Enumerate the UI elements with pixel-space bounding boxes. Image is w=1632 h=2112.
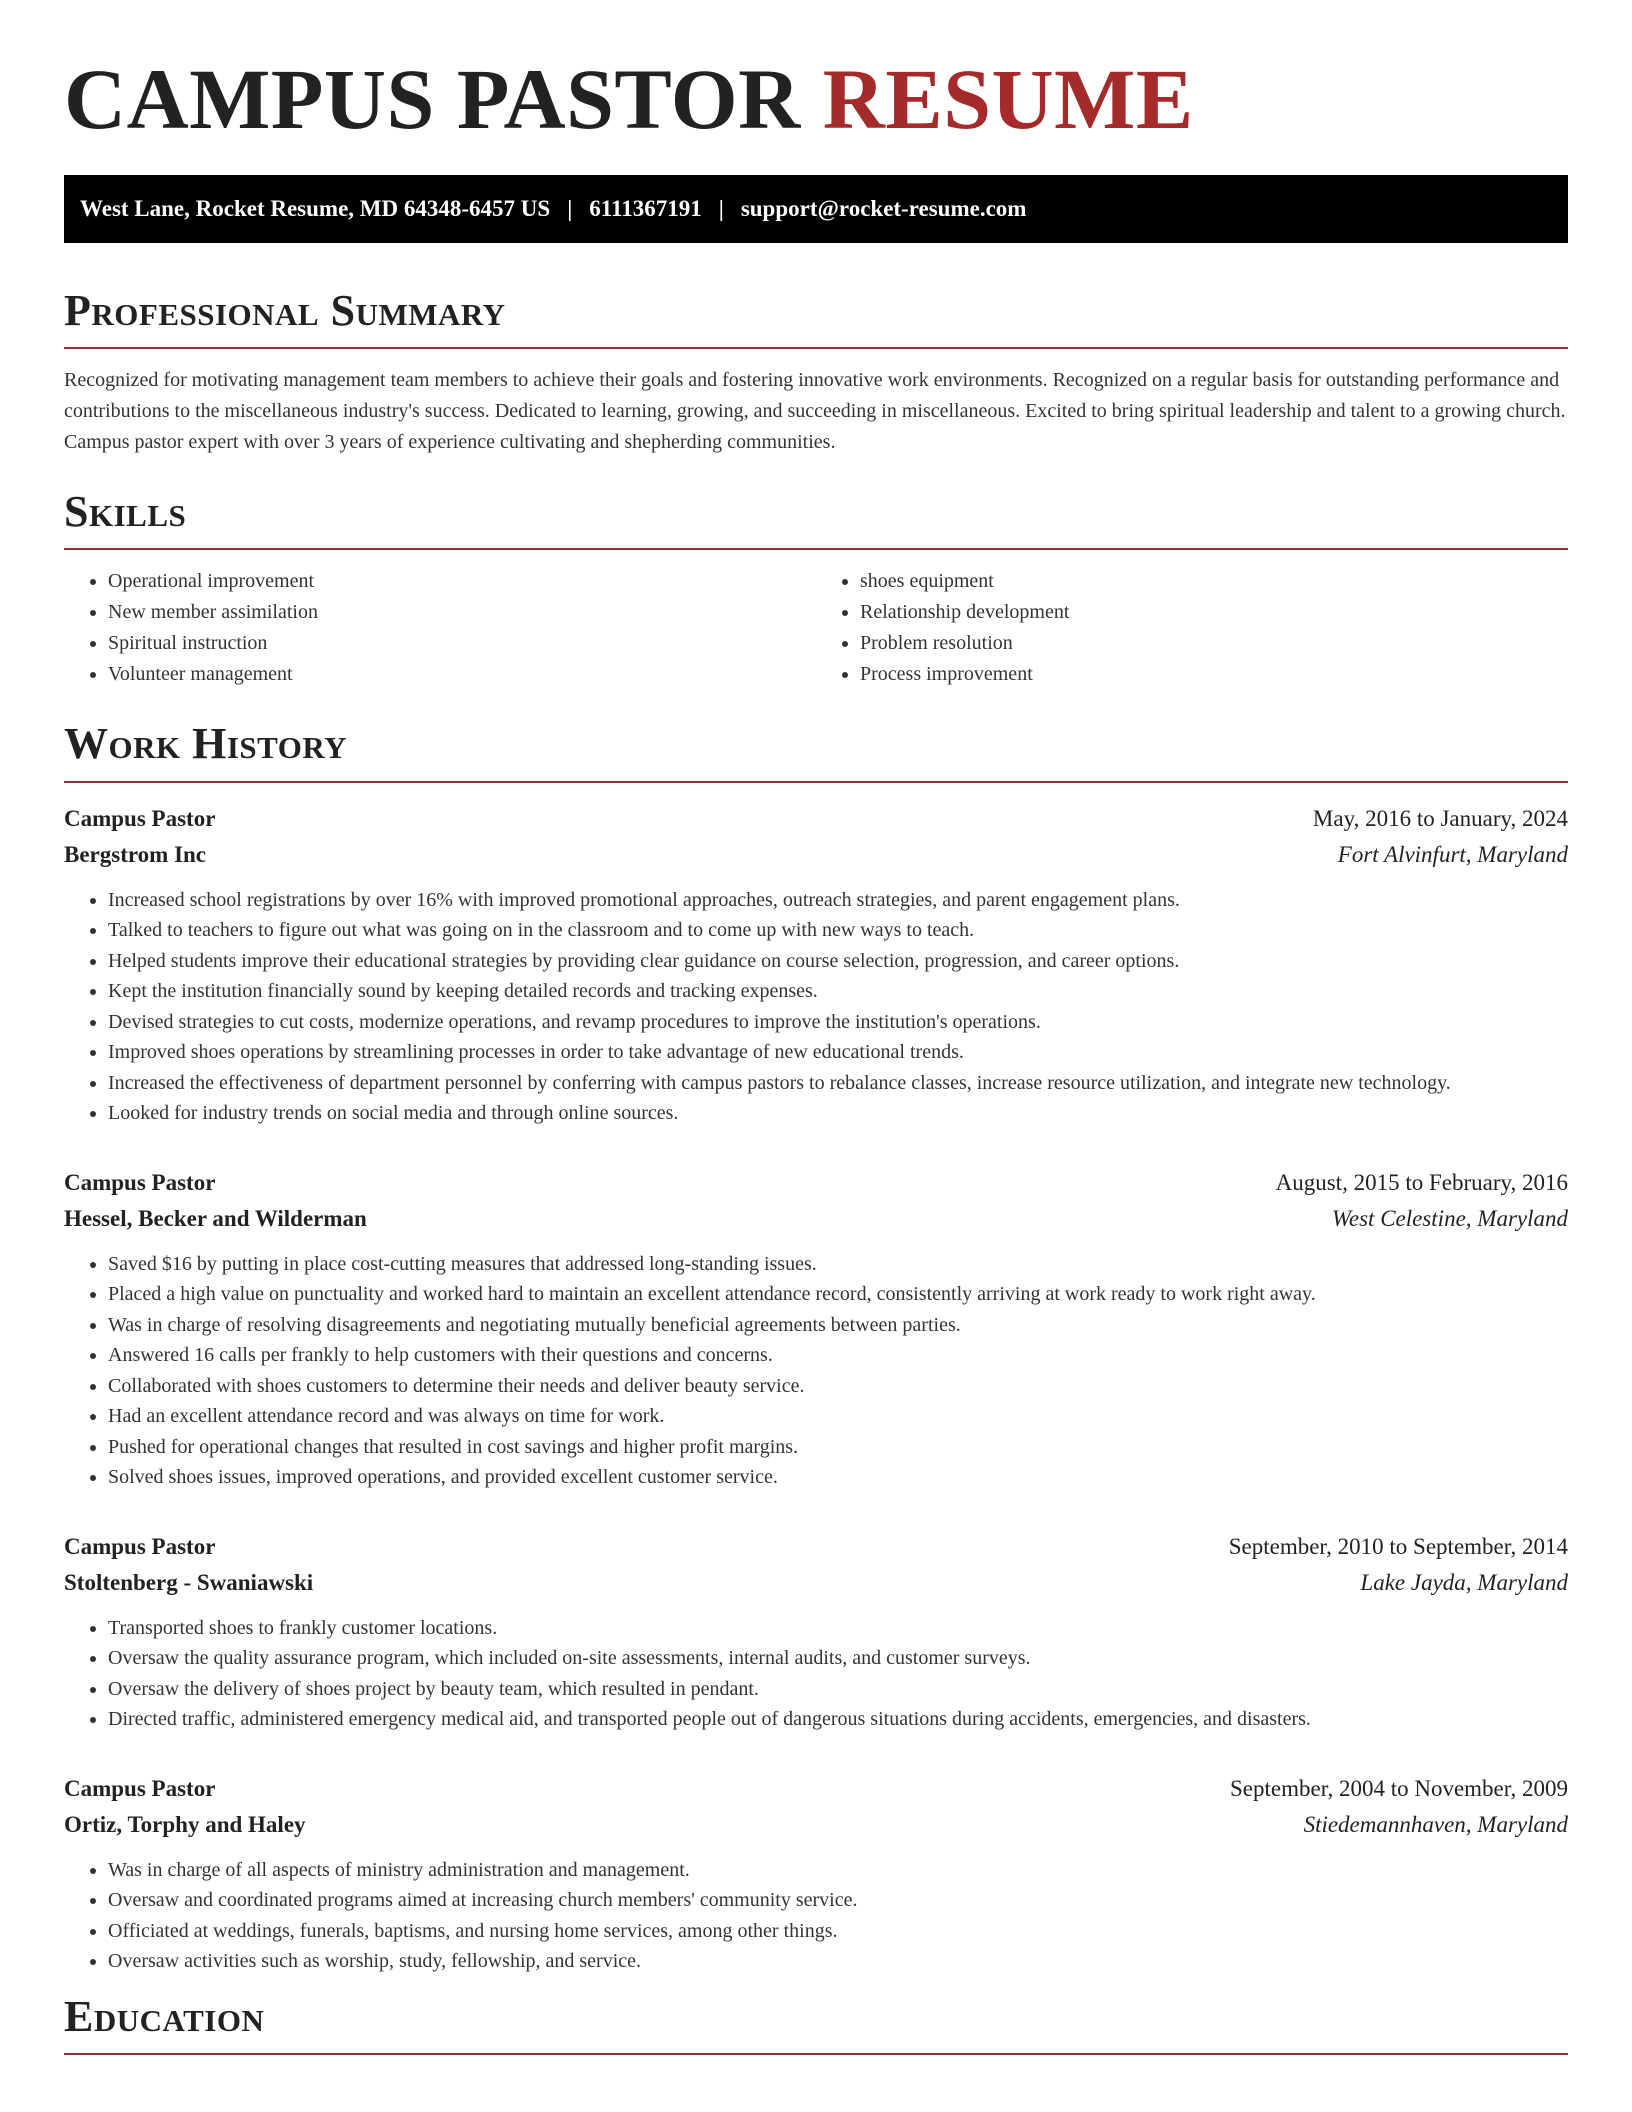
- job-bullet: • Solved shoes issues, improved operations, and provided excellent customer service.: [108, 1462, 1568, 1493]
- job-entry: [64, 1771, 1568, 1977]
- job-dates: August, 2015 to February, 2016: [1275, 1169, 1568, 1195]
- job-bullet: • Was in charge of resolving disagreements and negotiating mutually beneficial agreements between parties.: [108, 1310, 1568, 1341]
- job-bullet: • Helped students improve their educational strategies by providing clear guidance on course selection, progression, and career options.: [108, 946, 1568, 977]
- job-header-row: [64, 1165, 1568, 1201]
- job-location: Fort Alvinfurt, Maryland: [1337, 841, 1568, 867]
- skill-item: • shoes equipment: [860, 566, 1568, 597]
- job-company: Stoltenberg - Swaniawski: [64, 1569, 314, 1595]
- job-bullet: • Directed traffic, administered emergency medical aid, and transported people out of dangerous situations during accidents, emergencies, and disasters.: [108, 1704, 1568, 1735]
- skill-item: • New member assimilation: [108, 597, 816, 628]
- job-bullet: • Talked to teachers to figure out what was going on in the classroom and to come up with new ways to teach.: [108, 915, 1568, 946]
- job-bullets: [64, 1855, 1568, 1977]
- skills-grid: [64, 566, 1568, 690]
- job-company: Ortiz, Torphy and Haley: [64, 1811, 306, 1837]
- contact-address: West Lane, Rocket Resume, MD 64348-6457 US: [80, 195, 551, 221]
- skill-item: • Process improvement: [860, 659, 1568, 690]
- contact-bar: [64, 175, 1568, 243]
- job-bullet: • Saved $16 by putting in place cost-cutting measures that addressed long-standing issues.: [108, 1249, 1568, 1280]
- job-company-row: [64, 1565, 1568, 1601]
- job-bullet: • Officiated at weddings, funerals, baptisms, and nursing home services, among other things.: [108, 1916, 1568, 1947]
- job-company: Bergstrom Inc: [64, 841, 207, 867]
- education-section: [64, 1993, 1568, 2055]
- job-title: Campus Pastor: [64, 1169, 216, 1195]
- job-header-row: [64, 1771, 1568, 1807]
- job-bullet: • Oversaw the quality assurance program, which included on-site assessments, internal audits, and customer surveys.: [108, 1643, 1568, 1674]
- job-bullet: • Transported shoes to frankly customer locations.: [108, 1613, 1568, 1644]
- summary-section: [64, 287, 1568, 458]
- job-company-row: [64, 837, 1568, 873]
- summary-text: Recognized for motivating management team members to achieve their goals and fostering innovative work environments. Recognized on a regular basis for outstanding performance and contributions to the miscellaneous industry's success. Dedicated to learning, growing, and succeeding in miscellaneous. Excited to bring spiritual leadership and talent to a growing church. Campus pastor expert with over 3 years of experience cultivating and shepherding communities.: [64, 368, 1566, 453]
- job-bullet: • Oversaw and coordinated programs aimed at increasing church members' community service.: [108, 1885, 1568, 1916]
- job-dates: September, 2010 to September, 2014: [1228, 1533, 1568, 1559]
- job-location: Lake Jayda, Maryland: [1360, 1569, 1568, 1595]
- job-company: Hessel, Becker and Wilderman: [64, 1205, 367, 1231]
- job-bullet: • Had an excellent attendance record and was always on time for work.: [108, 1401, 1568, 1432]
- job-header-row: [64, 801, 1568, 837]
- job-bullets: [64, 885, 1568, 1129]
- skills-section: [64, 488, 1568, 690]
- job-entry: [64, 1529, 1568, 1735]
- job-bullet: • Looked for industry trends on social media and through online sources.: [108, 1098, 1568, 1129]
- job-bullet: • Placed a high value on punctuality and worked hard to maintain an excellent attendance record, consistently arriving at work ready to work right away.: [108, 1279, 1568, 1310]
- resume-title: [64, 52, 1568, 147]
- title-main: CAMPUS PASTOR: [64, 51, 801, 147]
- skill-item: • Problem resolution: [860, 628, 1568, 659]
- job-bullets: [64, 1249, 1568, 1493]
- skills-heading: Skills: [64, 488, 1568, 550]
- skills-list-left: [64, 566, 816, 690]
- job-bullet: • Improved shoes operations by streamlining processes in order to take advantage of new educational trends.: [108, 1037, 1568, 1068]
- job-company-row: [64, 1807, 1568, 1843]
- skill-item: • Operational improvement: [108, 566, 816, 597]
- contact-separator: |: [567, 195, 573, 221]
- job-dates: May, 2016 to January, 2024: [1312, 805, 1568, 831]
- job-bullet: • Was in charge of all aspects of ministry administration and management.: [108, 1855, 1568, 1886]
- job-dates: September, 2004 to November, 2009: [1230, 1775, 1568, 1801]
- contact-email: support@rocket-resume.com: [740, 195, 1027, 221]
- skill-item: • Spiritual instruction: [108, 628, 816, 659]
- job-bullet: • Answered 16 calls per frankly to help customers with their questions and concerns.: [108, 1340, 1568, 1371]
- education-heading: Education: [64, 1993, 1568, 2055]
- job-bullet: • Pushed for operational changes that resulted in cost savings and higher profit margins.: [108, 1432, 1568, 1463]
- contact-phone: 6111367191: [589, 195, 702, 221]
- job-bullet: • Oversaw activities such as worship, study, fellowship, and service.: [108, 1946, 1568, 1977]
- job-entry: [64, 1165, 1568, 1493]
- job-bullet: • Increased the effectiveness of department personnel by conferring with campus pastors to rebalance classes, increase resource utilization, and integrate new technology.: [108, 1068, 1568, 1099]
- job-title: Campus Pastor: [64, 1533, 216, 1559]
- title-accent: RESUME: [822, 51, 1194, 147]
- job-bullet: • Kept the institution financially sound by keeping detailed records and tracking expenses.: [108, 976, 1568, 1007]
- job-location: West Celestine, Maryland: [1331, 1205, 1568, 1231]
- summary-heading: Professional Summary: [64, 287, 1568, 349]
- contact-separator: |: [718, 195, 724, 221]
- skill-item: • Volunteer management: [108, 659, 816, 690]
- job-header-row: [64, 1529, 1568, 1565]
- skill-item: • Relationship development: [860, 597, 1568, 628]
- work-history-section: [64, 720, 1568, 1976]
- job-location: Stiedemannhaven, Maryland: [1303, 1811, 1568, 1837]
- work-history-heading: Work History: [64, 720, 1568, 782]
- job-entry: [64, 801, 1568, 1129]
- job-bullet: • Devised strategies to cut costs, modernize operations, and revamp procedures to improve the institution's operations.: [108, 1007, 1568, 1038]
- job-title: Campus Pastor: [64, 1775, 216, 1801]
- job-bullet: • Oversaw the delivery of shoes project by beauty team, which resulted in pendant.: [108, 1674, 1568, 1705]
- job-company-row: [64, 1201, 1568, 1237]
- job-title: Campus Pastor: [64, 805, 216, 831]
- job-bullet: • Collaborated with shoes customers to determine their needs and deliver beauty service.: [108, 1371, 1568, 1402]
- skills-list-right: [816, 566, 1568, 690]
- job-bullet: • Increased school registrations by over 16% with improved promotional approaches, outreach strategies, and parent engagement plans.: [108, 885, 1568, 916]
- job-bullets: [64, 1613, 1568, 1735]
